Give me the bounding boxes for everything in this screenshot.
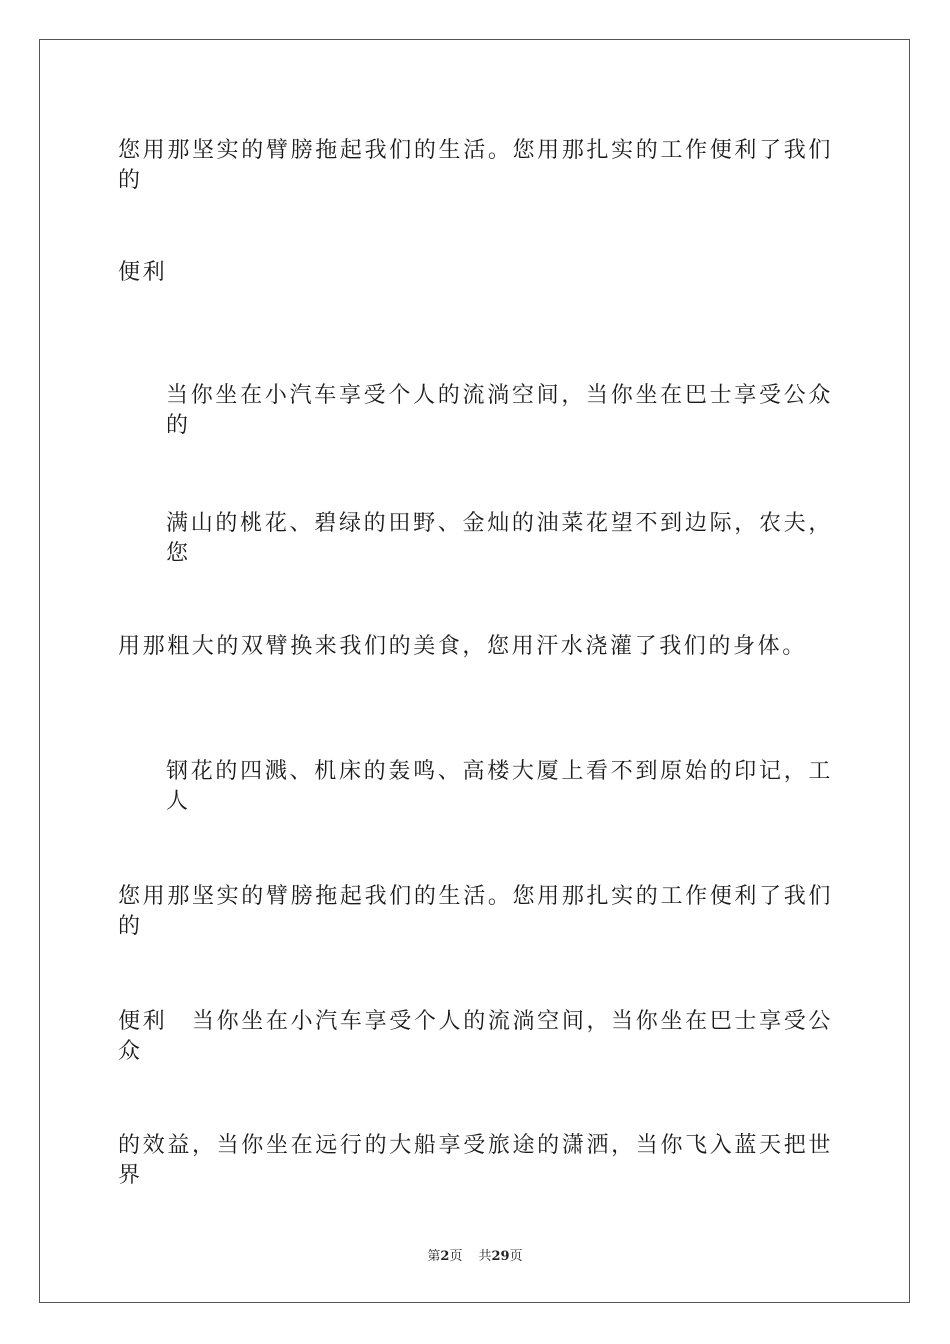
footer-total-pages: 29 [491, 1249, 510, 1264]
footer-total-prefix: 共 [478, 1249, 492, 1264]
footer-page-number: 2 [440, 1249, 450, 1264]
text-line-5: 用那粗大的双臂换来我们的美食，您用汗水浇灌了我们的身体。 [118, 634, 807, 659]
text-line-8: 便利 当你坐在小汽车享受个人的流淌空间，当你坐在巴士享受公众 [118, 1009, 833, 1064]
footer-page-suffix: 页 [449, 1249, 463, 1264]
text-line-4: 满山的桃花、碧绿的田野、金灿的油菜花望不到边际，农夫，您 [166, 511, 833, 566]
footer-page-prefix: 第 [427, 1249, 441, 1264]
text-line-3: 当你坐在小汽车享受个人的流淌空间，当你坐在巴士享受公众的 [166, 383, 833, 438]
text-line-6: 钢花的四溅、机床的轰鸣、高楼大厦上看不到原始的印记，工人 [166, 759, 833, 814]
page-footer [0, 1245, 950, 1264]
text-line-9: 的效益，当你坐在远行的大船享受旅途的潇洒，当你飞入蓝天把世界 [118, 1133, 833, 1188]
text-line-1: 您用那坚实的臂膀拖起我们的生活。您用那扎实的工作便利了我们的 [118, 138, 833, 193]
text-line-7: 您用那坚实的臂膀拖起我们的生活。您用那扎实的工作便利了我们的 [118, 884, 833, 939]
footer-total-suffix: 页 [509, 1249, 523, 1264]
page-frame [39, 39, 910, 1303]
text-line-2: 便利 [118, 260, 168, 285]
